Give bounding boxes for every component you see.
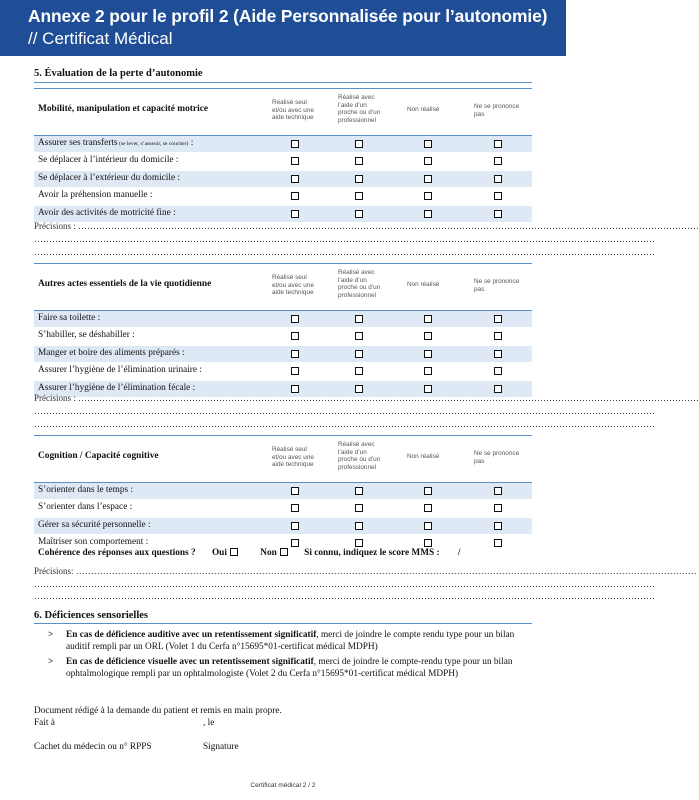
checkbox-aide[interactable]: [355, 140, 363, 148]
column-header-ne-se-prononce: Ne se prononce pas: [474, 278, 520, 293]
section-5-title: 5. Évaluation de la perte d’autonomie: [34, 68, 203, 79]
checkbox-non-realise[interactable]: [424, 504, 432, 512]
row-label: S’orienter dans l’espace :: [38, 502, 133, 513]
row-label: Se déplacer à l’intérieur du domicile :: [38, 155, 179, 166]
checkbox-non-realise[interactable]: [424, 539, 432, 547]
row-label: Avoir des activités de motricité fine :: [38, 207, 176, 218]
checkbox-non-realise[interactable]: [424, 522, 432, 530]
fait-a-label: Fait à: [34, 718, 55, 728]
precisions-2-line-2[interactable]: ………………………………………………………………………………………………………………………………………………………………………………………: [34, 406, 655, 416]
page-number: Certificat médical 2 / 2: [250, 782, 316, 789]
checkbox-aide[interactable]: [355, 504, 363, 512]
block-title: Cognition / Capacité cognitive: [38, 451, 159, 461]
bullet-auditive: > En cas de déficience auditive avec un retentissement significatif, merci de joindre le compte rendu type pour un bilan auditif rempli par un ORL (Volet 1 du Cerfa n°15695*01-certificat médical MDPH): [48, 630, 515, 652]
column-header-seul: Réalisé seul et/ou avec une aide technique: [272, 446, 314, 469]
column-header-aide: Réalisé avec l’aide d’un proche ou d’un professionnel: [338, 94, 381, 124]
checkbox-ne-se-prononce[interactable]: [494, 157, 502, 165]
checkbox-aide[interactable]: [355, 367, 363, 375]
checkbox-ne-se-prononce[interactable]: [494, 315, 502, 323]
precisions-1-line-2[interactable]: ………………………………………………………………………………………………………………………………………………………………………………………: [34, 234, 655, 244]
row-label: S’habiller, se déshabiller :: [38, 330, 135, 341]
evaluation-row: [34, 188, 532, 205]
checkbox-seul[interactable]: [291, 140, 299, 148]
checkbox-ne-se-prononce[interactable]: [494, 522, 502, 530]
date-label: , le: [203, 718, 215, 728]
checkbox-aide[interactable]: [355, 539, 363, 547]
precisions-3-line-1[interactable]: Précisions: ………………………………………………………………………………………………………………………………………………………………………………………: [34, 566, 697, 576]
mms-score[interactable]: /: [457, 548, 461, 558]
checkbox-non-realise[interactable]: [424, 332, 432, 340]
row-label: Assurer l’hygiène de l’élimination urinaire :: [38, 365, 202, 376]
checkbox-ne-se-prononce[interactable]: [494, 504, 502, 512]
checkbox-ne-se-prononce[interactable]: [494, 385, 502, 393]
section-divider: [34, 623, 532, 624]
checkbox-aide[interactable]: [355, 192, 363, 200]
evaluation-row: [34, 328, 532, 345]
precisions-3-line-2[interactable]: ………………………………………………………………………………………………………………………………………………………………………………………: [34, 579, 655, 589]
checkbox-ne-se-prononce[interactable]: [494, 210, 502, 218]
checkbox-ne-se-prononce[interactable]: [494, 539, 502, 547]
column-header-aide: Réalisé avec l’aide d’un proche ou d’un professionnel: [338, 441, 381, 471]
document-note: Document rédigé à la demande du patient et remis en main propre.: [34, 706, 282, 716]
checkbox-seul[interactable]: [291, 175, 299, 183]
checkbox-non-realise[interactable]: [424, 350, 432, 358]
checkbox-non-realise[interactable]: [424, 175, 432, 183]
coherence-line: [38, 548, 461, 558]
evaluation-row: [34, 483, 532, 500]
column-header-non-realise: Non réalisé: [407, 106, 440, 113]
row-label: S’orienter dans le temps :: [38, 485, 134, 495]
checkbox-ne-se-prononce[interactable]: [494, 332, 502, 340]
checkbox-seul[interactable]: [291, 504, 299, 512]
checkbox-seul[interactable]: [291, 539, 299, 547]
precisions-3-line-3[interactable]: ………………………………………………………………………………………………………………………………………………………………………………………: [34, 591, 655, 601]
checkbox-non-realise[interactable]: [424, 210, 432, 218]
row-label: Manger et boire des aliments préparés :: [38, 347, 185, 358]
checkbox-ne-se-prononce[interactable]: [494, 140, 502, 148]
checkbox-non-realise[interactable]: [424, 192, 432, 200]
page-header: [0, 0, 566, 56]
checkbox-ne-se-prononce[interactable]: [494, 367, 502, 375]
checkbox-seul[interactable]: [291, 367, 299, 375]
checkbox-seul[interactable]: [291, 210, 299, 218]
section-6-title: 6. Déficiences sensorielles: [34, 610, 149, 621]
checkbox-ne-se-prononce[interactable]: [494, 350, 502, 358]
checkbox-non-realise[interactable]: [424, 385, 432, 393]
checkbox-ne-se-prononce[interactable]: [494, 192, 502, 200]
checkbox-seul[interactable]: [291, 385, 299, 393]
evaluation-block: [34, 88, 532, 223]
cachet-label: Cachet du médecin ou n° RPPS: [34, 742, 152, 752]
checkbox-aide[interactable]: [355, 210, 363, 218]
mms-label: Si connu, indiquez le score MMS :: [304, 548, 440, 558]
column-header-non-realise: Non réalisé: [407, 453, 440, 460]
evaluation-row: [34, 171, 532, 188]
checkbox-ne-se-prononce[interactable]: [494, 487, 502, 495]
checkbox-non-realise[interactable]: [424, 157, 432, 165]
checkbox-non-realise[interactable]: [424, 487, 432, 495]
row-label: Faire sa toilette :: [38, 313, 101, 323]
oui-checkbox[interactable]: [230, 548, 238, 556]
checkbox-non-realise[interactable]: [424, 140, 432, 148]
checkbox-aide[interactable]: [355, 385, 363, 393]
precisions-2-line-1[interactable]: Précisions : ………………………………………………………………………………………………………………………………………………………………………………………: [34, 393, 699, 403]
checkbox-aide[interactable]: [355, 157, 363, 165]
evaluation-block: [34, 263, 532, 398]
evaluation-row: [34, 500, 532, 517]
column-header-non-realise: Non réalisé: [407, 281, 440, 288]
checkbox-aide[interactable]: [355, 350, 363, 358]
checkbox-ne-se-prononce[interactable]: [494, 175, 502, 183]
checkbox-seul[interactable]: [291, 487, 299, 495]
block-header: [34, 435, 532, 483]
row-label: Assurer l’hygiène de l’élimination fécale :: [38, 382, 196, 393]
block-header: [34, 263, 532, 311]
column-header-aide: Réalisé avec l’aide d’un proche ou d’un professionnel: [338, 269, 381, 299]
row-label: Gérer sa sécurité personnelle :: [38, 519, 151, 530]
non-label: Non: [260, 548, 277, 558]
column-header-ne-se-prononce: Ne se prononce pas: [474, 103, 520, 118]
checkbox-aide[interactable]: [355, 332, 363, 340]
checkbox-non-realise[interactable]: [424, 367, 432, 375]
signature-label: Signature: [203, 742, 239, 752]
checkbox-seul[interactable]: [291, 157, 299, 165]
checkbox-non-realise[interactable]: [424, 315, 432, 323]
checkbox-aide[interactable]: [355, 175, 363, 183]
block-title: Autres actes essentiels de la vie quotidienne: [38, 279, 212, 289]
checkbox-seul[interactable]: [291, 522, 299, 530]
section-divider: [34, 82, 532, 83]
evaluation-row: [34, 153, 532, 170]
column-header-seul: Réalisé seul et/ou avec une aide technique: [272, 274, 314, 297]
column-header-ne-se-prononce: Ne se prononce pas: [474, 450, 520, 465]
checkbox-seul[interactable]: [291, 315, 299, 323]
bullet-visuelle: > En cas de déficience visuelle avec un retentissement significatif, merci de joindre le compte-rendu type pour un bilan ophtalmologique rempli par un ophtalmologiste (Volet 2 du Cerfa n°15695*01-certificat médical MDPH): [48, 657, 513, 679]
row-label: Se déplacer à l’extérieur du domicile :: [38, 172, 180, 183]
checkbox-seul[interactable]: [291, 332, 299, 340]
page-subtitle: // Certificat Médical: [28, 29, 173, 48]
row-label: Maîtriser son comportement :: [38, 537, 149, 548]
checkbox-aide[interactable]: [355, 315, 363, 323]
checkbox-aide[interactable]: [355, 522, 363, 530]
precisions-1-line-3[interactable]: ………………………………………………………………………………………………………………………………………………………………………………………: [34, 247, 655, 257]
oui-label: Oui: [211, 548, 227, 558]
evaluation-row: [34, 311, 532, 328]
evaluation-row: [34, 136, 532, 153]
evaluation-block: [34, 435, 532, 553]
page-title: Annexe 2 pour le profil 2 (Aide Personnalisée pour l’autonomie): [28, 6, 548, 26]
column-header-seul: Réalisé seul et/ou avec une aide technique: [272, 99, 314, 122]
precisions-1-line-1[interactable]: Précisions : ………………………………………………………………………………………………………………………………………………………………………………………: [34, 221, 699, 231]
coherence-question: Cohérence des réponses aux questions ?: [38, 548, 196, 558]
block-title: Mobilité, manipulation et capacité motrice: [38, 104, 209, 114]
non-checkbox[interactable]: [280, 548, 288, 556]
row-label: Assurer ses transferts (se lever, s’asseoir, se coucher) :: [38, 138, 194, 148]
evaluation-row: [34, 346, 532, 363]
checkbox-seul[interactable]: [291, 192, 299, 200]
checkbox-seul[interactable]: [291, 350, 299, 358]
precisions-2-line-3[interactable]: ………………………………………………………………………………………………………………………………………………………………………………………: [34, 419, 655, 429]
evaluation-row: [34, 518, 532, 535]
block-header: [34, 88, 532, 136]
row-label: Avoir la préhension manuelle :: [38, 190, 153, 201]
checkbox-aide[interactable]: [355, 487, 363, 495]
evaluation-row: [34, 363, 532, 380]
